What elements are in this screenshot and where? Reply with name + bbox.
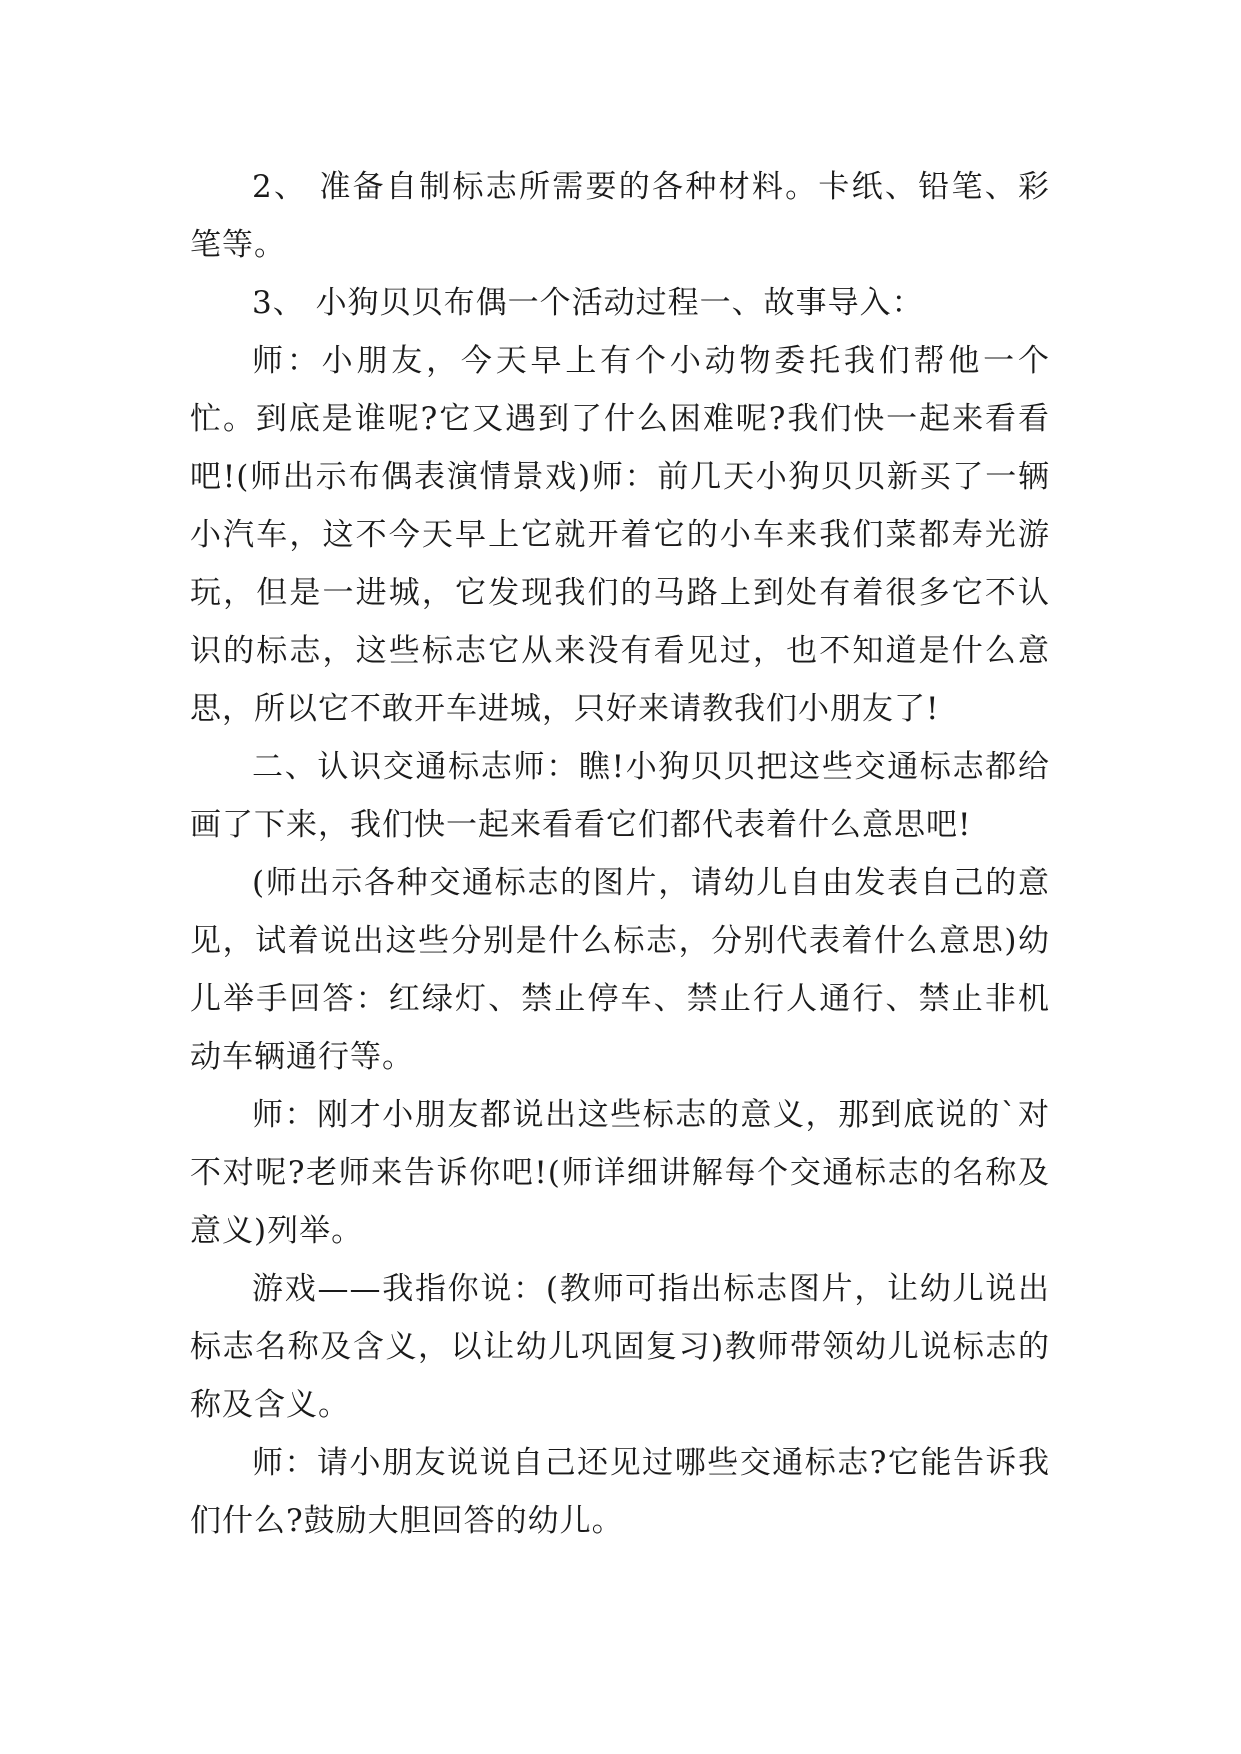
paragraph-story: 师：小朋友，今天早上有个小动物委托我们帮他一个忙。到底是谁呢?它又遇到了什么困难呢?我们快一起来看看吧!(师出示布偶表演情景戏)师：前几天小狗贝贝新买了一辆小汽车，这不今天早上它就开着它的小车来我们菜都寿光游玩，但是一进城，它发现我们的马路上到处有着很多它不认识的标志，这些标志它从来没有看见过，也不知道是什么意思，所以它不敢开车进城，只好来请教我们小朋友了! <box>190 343 1050 727</box>
paragraph-recognize-signs: 二、认识交通标志师：瞧!小狗贝贝把这些交通标志都给画了下来，我们快一起来看看它们都代表着什么意思吧! <box>190 749 1050 843</box>
paragraph-discussion: 师：请小朋友说说自己还见过哪些交通标志?它能告诉我们什么?鼓励大胆回答的幼儿。 <box>190 1445 1050 1539</box>
paragraph-puppet-intro: 3、 小狗贝贝布偶一个活动过程一、故事导入： <box>252 285 924 321</box>
paragraph-teacher-explain: 师：刚才小朋友都说出这些标志的意义，那到底说的`对不对呢?老师来告诉你吧!(师详细讲解每个交通标志的名称及意义)列举。 <box>190 1097 1050 1249</box>
document-body <box>190 158 1050 1550</box>
paragraph-game: 游戏——我指你说：(教师可指出标志图片，让幼儿说出标志名称及含义，以让幼儿巩固复习)教师带领幼儿说标志的称及含义。 <box>190 1271 1050 1423</box>
paragraph-show-pictures: (师出示各种交通标志的图片，请幼儿自由发表自己的意见，试着说出这些分别是什么标志，分别代表着什么意思)幼儿举手回答：红绿灯、禁止停车、禁止行人通行、禁止非机动车辆通行等。 <box>190 865 1050 1075</box>
paragraph-materials: 2、 准备自制标志所需要的各种材料。卡纸、铅笔、彩笔等。 <box>190 169 1050 263</box>
